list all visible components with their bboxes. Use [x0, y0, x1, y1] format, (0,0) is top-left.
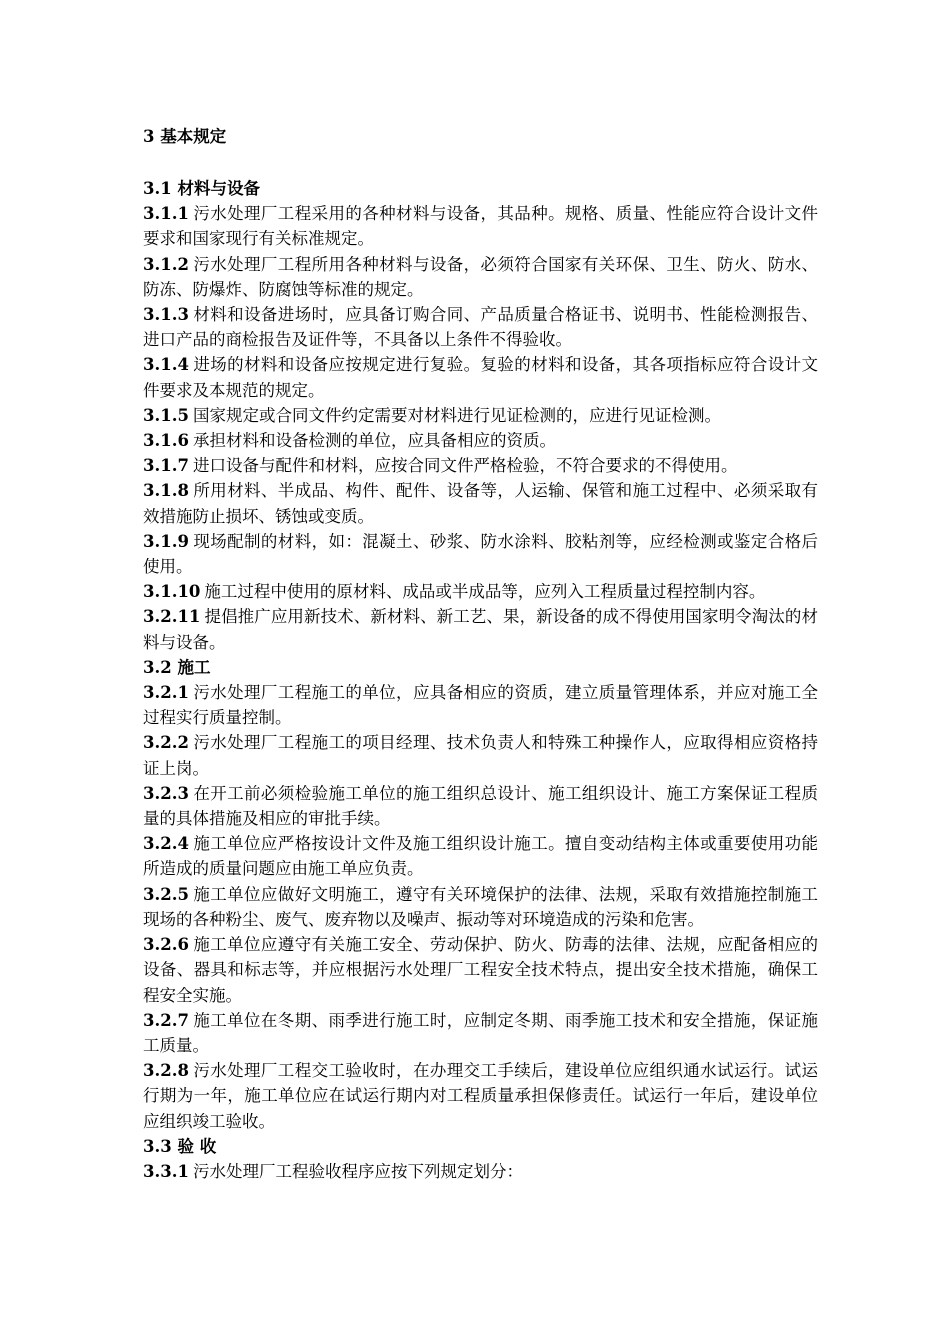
clause-text: 污水处理厂工程施工的单位，应具备相应的资质，建立质量管理体系，并应对施工全过程实行质量控制。 [143, 683, 818, 728]
clause-3-1-10 [143, 579, 818, 604]
clause-number: 3.2.7 [143, 1010, 189, 1030]
clause-text: 施工单位应遵守有关施工安全、劳动保护、防火、防毒的法律、法规，应配备相应的设备、器具和标志等，并应根据污水处理厂工程安全技术特点，提出安全技术措施，确保工程安全实施。 [143, 935, 818, 1005]
clause-text: 污水处理厂工程所用各种材料与设备，必须符合国家有关环保、卫生、防火、防水、防冻、防爆炸、防腐蚀等标准的规定。 [143, 254, 818, 299]
clause-text: 提倡推广应用新技术、新材料、新工艺、果，新设备的成不得使用国家明令淘汰的材料与设备。 [143, 607, 818, 652]
clause-text: 国家规定或合同文件约定需要对材料进行见证检测的，应进行见证检测。 [192, 405, 721, 425]
clause-3-1-4 [143, 352, 818, 402]
clause-3-1-1 [143, 201, 818, 251]
clause-number: 3.1.8 [143, 481, 189, 501]
clause-number: 3.3.1 [143, 1161, 189, 1181]
clause-text: 污水处理厂工程施工的项目经理、技术负责人和特殊工种操作人，应取得相应资格持证上岗。 [143, 733, 818, 778]
clause-number: 3.1.10 [143, 582, 201, 602]
clause-text: 污水处理厂工程验收程序应按下列规定划分： [192, 1161, 523, 1181]
clause-number: 3.1.5 [143, 405, 189, 425]
clause-text: 承担材料和设备检测的单位，应具备相应的资质。 [192, 431, 556, 451]
clause-3-1-7 [143, 453, 818, 478]
clause-3-1-5 [143, 403, 818, 428]
clause-text: 现场配制的材料，如：混凝土、砂浆、防水涂料、胶粘剂等，应经检测或鉴定合格后使用。 [143, 531, 818, 577]
clause-number: 3.2.11 [143, 607, 201, 627]
clause-number: 3.2.2 [143, 733, 189, 753]
clause-3-2-5 [143, 882, 818, 932]
clause-text: 进口设备与配件和材料，应按合同文件严格检验，不符合要求的不得使用。 [192, 456, 738, 476]
clause-text: 施工过程中使用的原材料、成品或半成品等，应列入工程质量过程控制内容。 [204, 582, 766, 602]
clause-3-1-6 [143, 428, 818, 453]
section-heading-3-2: 3.2 施工 [143, 657, 211, 677]
clause-text: 在开工前必须检验施工单位的施工组织总设计、施工组织设计、施工方案保证工程质量的具体措施及相应的审批手续。 [143, 783, 818, 829]
clause-3-2-11 [143, 604, 818, 654]
clause-text: 进场的材料和设备应按规定进行复验。复验的材料和设备，其各项指标应符合设计文件要求及本规范的规定。 [143, 355, 818, 400]
clause-3-2-3 [143, 781, 818, 831]
clause-3-2-8 [143, 1058, 818, 1134]
clause-number: 3.2.5 [143, 884, 189, 904]
clause-number: 3.1.9 [143, 531, 189, 551]
clause-text: 施工单位应严格按设计文件及施工组织设计施工。擅自变动结构主体或重要使用功能所造成的质量问题应由施工单应负责。 [143, 834, 818, 879]
clause-3-2-1 [143, 680, 818, 730]
clause-3-2-4 [143, 831, 818, 881]
clause-number: 3.1.1 [143, 204, 189, 224]
clause-number: 3.1.6 [143, 431, 189, 451]
clause-text: 施工单位应做好文明施工，遵守有关环境保护的法律、法规，采取有效措施控制施工现场的各种粉尘、废气、废弃物以及噪声、振动等对环境造成的污染和危害。 [143, 884, 818, 929]
document-body [143, 123, 818, 1184]
clause-text: 污水处理厂工程采用的各种材料与设备，其品种。规格、质量、性能应符合设计文件要求和国家现行有关标准规定。 [143, 204, 818, 249]
section-heading-3-1: 3.1 材料与设备 [143, 179, 260, 198]
clause-3-2-2 [143, 730, 818, 780]
clause-number: 3.1.4 [143, 355, 189, 375]
clause-3-1-2 [143, 252, 818, 302]
chapter-title: 3 基本规定 [143, 127, 227, 146]
clause-3-1-3 [143, 302, 818, 352]
clause-text: 所用材料、半成品、构件、配件、设备等，人运输、保管和施工过程中、必须采取有效措施防止损坏、锈蚀或变质。 [143, 481, 818, 526]
clause-number: 3.1.2 [143, 254, 189, 274]
clause-3-1-8 [143, 478, 818, 528]
clause-3-2-7 [143, 1008, 818, 1058]
clause-text: 材料和设备进场时，应具备订购合同、产品质量合格证书、说明书、性能检测报告、进口产品的商检报告及证件等，不具备以上条件不得验收。 [143, 305, 818, 350]
clause-3-3-1 [143, 1159, 818, 1184]
clause-3-2-6 [143, 932, 818, 1008]
clause-number: 3.2.3 [143, 783, 189, 803]
clause-3-1-9 [143, 529, 818, 579]
clause-number: 3.2.4 [143, 834, 189, 854]
clause-number: 3.1.3 [143, 305, 189, 325]
clause-number: 3.2.8 [143, 1061, 189, 1081]
clause-number: 3.1.7 [143, 456, 189, 476]
clause-number: 3.2.1 [143, 683, 189, 703]
clause-text: 施工单位在冬期、雨季进行施工时，应制定冬期、雨季施工技术和安全措施，保证施工质量。 [143, 1010, 818, 1055]
clause-text: 污水处理厂工程交工验收时，在办理交工手续后，建设单位应组织通水试运行。试运行期为一年，施工单位应在试运行期内对工程质量承担保修责任。试运行一年后，建设单位应组织竣工验收。 [143, 1061, 818, 1131]
section-heading-3-3: 3.3 验 收 [143, 1136, 217, 1156]
clause-number: 3.2.6 [143, 935, 189, 955]
